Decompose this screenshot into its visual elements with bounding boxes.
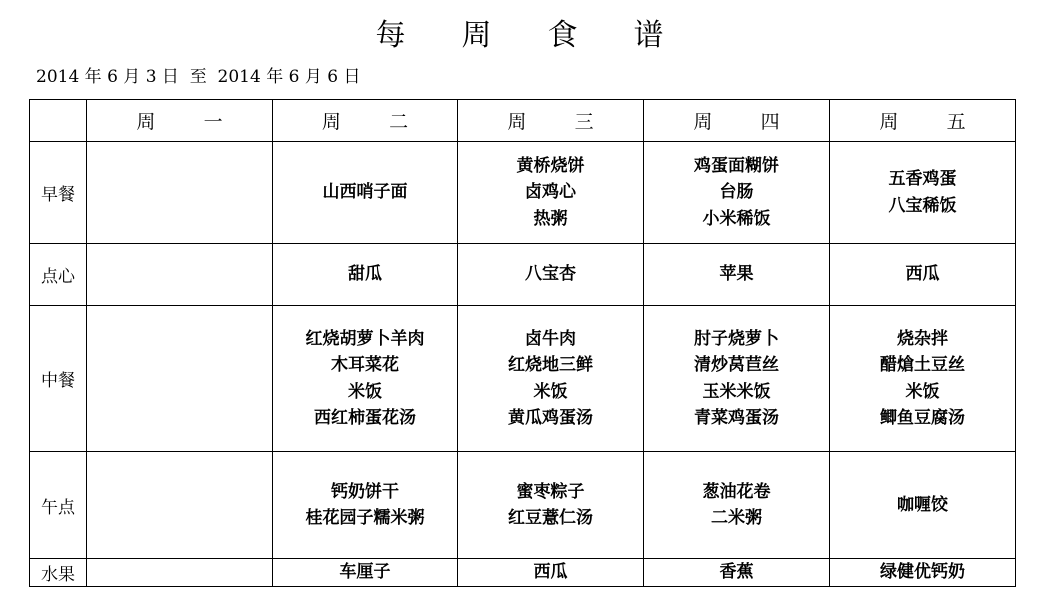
- menu-cell-wednesday: [458, 306, 644, 452]
- title-char: 食: [547, 18, 578, 53]
- menu-cell-monday: [87, 142, 273, 244]
- dish-item: 玉米米饭: [702, 381, 771, 402]
- meal-label: 水果: [30, 559, 87, 587]
- dish-item: 鸡蛋面糊饼: [694, 155, 779, 176]
- dish-item: 小米稀饭: [702, 208, 771, 229]
- day-header-thursday: 周 四: [644, 100, 830, 142]
- weekly-menu-table: [29, 99, 1016, 587]
- menu-cell-wednesday: [458, 559, 644, 587]
- menu-cell-monday: [87, 306, 273, 452]
- dish-item: 烧杂拌: [897, 328, 948, 349]
- dish-item: 五香鸡蛋: [888, 169, 957, 189]
- menu-cell-thursday: [644, 244, 830, 306]
- menu-cell-thursday: [644, 559, 830, 587]
- meal-row: [30, 559, 1016, 587]
- dish-item: 桂花园子糯米粥: [305, 508, 425, 528]
- dish-item: 西红柿蛋花汤: [314, 408, 416, 428]
- dish-item: 卤鸡心: [525, 182, 576, 203]
- menu-cell-wednesday: [458, 452, 644, 559]
- date-range: 2014 年 6 月 3 日 至 2014 年 6 月 6 日: [36, 67, 361, 87]
- meal-row: [30, 452, 1016, 559]
- menu-cell-tuesday: [273, 559, 458, 587]
- menu-cell-friday: [830, 244, 1016, 306]
- title-char: 谱: [633, 18, 664, 53]
- day-header-friday: 周 五: [830, 100, 1016, 142]
- dish-item: 黄瓜鸡蛋汤: [508, 408, 593, 428]
- dish-item: 苹果: [719, 264, 754, 285]
- dish-item: 肘子烧萝卜: [694, 328, 779, 349]
- dish-item: 车厘子: [339, 562, 391, 582]
- menu-cell-tuesday: [273, 306, 458, 452]
- dish-item: 葱油花卷: [702, 481, 771, 502]
- dish-item: 米饭: [905, 381, 940, 402]
- menu-cell-tuesday: [273, 452, 458, 559]
- dish-item: 鲫鱼豆腐汤: [880, 408, 965, 428]
- menu-cell-thursday: [644, 452, 830, 559]
- meal-label: 点心: [30, 244, 87, 306]
- meal-label: 午点: [30, 452, 87, 559]
- menu-cell-monday: [87, 452, 273, 559]
- dish-item: 红烧地三鲜: [508, 355, 593, 375]
- dish-item: 山西哨子面: [322, 182, 408, 203]
- dish-item: 黄桥烧饼: [516, 155, 585, 176]
- corner-cell: [30, 100, 87, 142]
- meal-label: 早餐: [30, 142, 87, 244]
- page-title: [0, 14, 1039, 58]
- dish-item: 八宝稀饭: [888, 195, 957, 216]
- dish-item: 红豆薏仁汤: [508, 508, 593, 528]
- meal-row: [30, 244, 1016, 306]
- dish-item: 钙奶饼干: [331, 481, 399, 502]
- title-char: 周: [461, 18, 492, 53]
- menu-cell-monday: [87, 559, 273, 587]
- dish-item: 西瓜: [905, 264, 940, 285]
- menu-cell-wednesday: [458, 244, 644, 306]
- menu-cell-friday: [830, 559, 1016, 587]
- menu-cell-thursday: [644, 306, 830, 452]
- dish-item: 台肠: [719, 182, 754, 203]
- meal-row: [30, 306, 1016, 452]
- menu-cell-tuesday: [273, 142, 458, 244]
- dish-item: 卤牛肉: [525, 328, 576, 349]
- menu-cell-wednesday: [458, 142, 644, 244]
- dish-item: 醋熗土豆丝: [880, 355, 965, 375]
- dish-item: 热粥: [533, 208, 568, 229]
- meal-label: 中餐: [30, 306, 87, 452]
- dish-item: 绿健优钙奶: [880, 562, 965, 582]
- dish-item: 二米粥: [711, 508, 762, 528]
- dish-item: 米饭: [533, 381, 568, 402]
- header-row: [30, 100, 1016, 142]
- dish-item: 西瓜: [533, 562, 568, 582]
- day-header-tuesday: 周 二: [273, 100, 458, 142]
- dish-item: 蜜枣粽子: [516, 481, 585, 502]
- title-char: 每: [375, 18, 406, 53]
- dish-item: 红烧胡萝卜羊肉: [305, 328, 425, 349]
- dish-item: 咖喱饺: [897, 494, 948, 515]
- menu-cell-friday: [830, 142, 1016, 244]
- dish-item: 香蕉: [719, 562, 754, 582]
- day-header-monday: 周 一: [87, 100, 273, 142]
- menu-cell-monday: [87, 244, 273, 306]
- day-header-wednesday: 周 三: [458, 100, 644, 142]
- dish-item: 甜瓜: [348, 264, 382, 285]
- dish-item: 青菜鸡蛋汤: [694, 408, 779, 428]
- dish-item: 米饭: [348, 381, 382, 402]
- menu-cell-tuesday: [273, 244, 458, 306]
- menu-cell-thursday: [644, 142, 830, 244]
- dish-item: 清炒莴苣丝: [694, 355, 779, 375]
- dish-item: 木耳菜花: [331, 355, 399, 375]
- dish-item: 八宝杏: [525, 264, 576, 285]
- meal-row: [30, 142, 1016, 244]
- menu-cell-friday: [830, 306, 1016, 452]
- menu-cell-friday: [830, 452, 1016, 559]
